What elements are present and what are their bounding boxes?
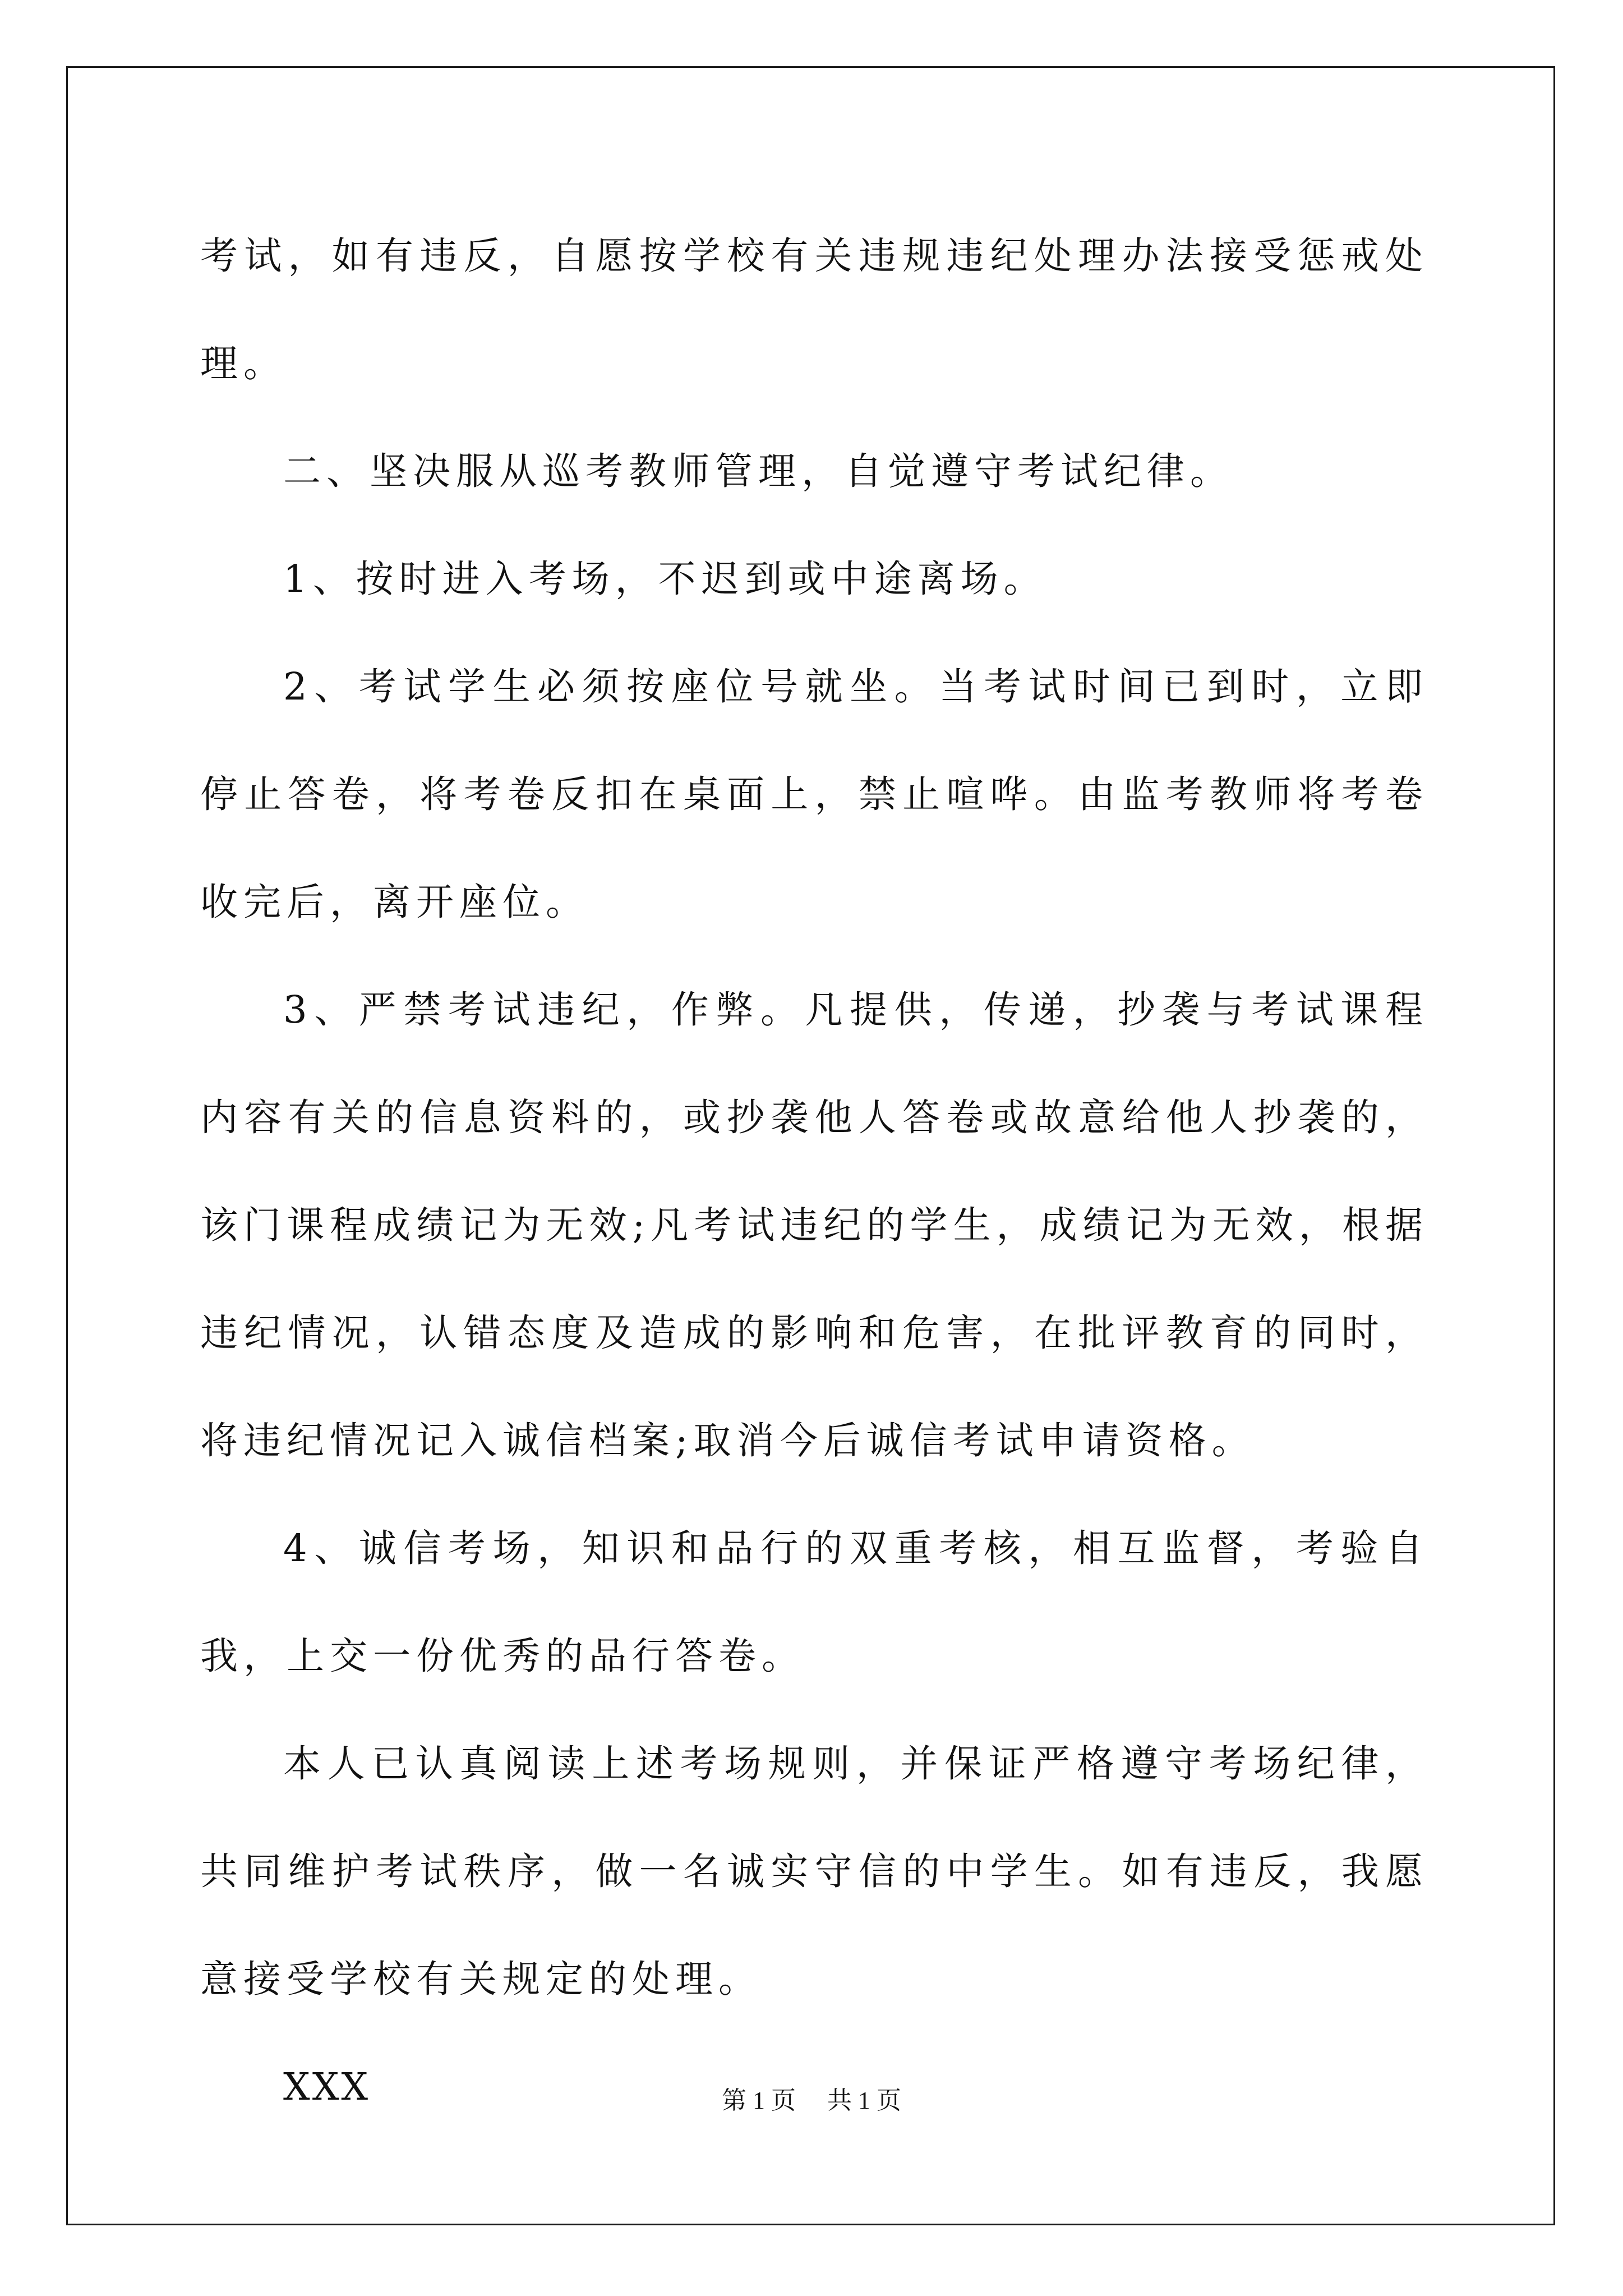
page-total: 共 1 页 xyxy=(827,2087,901,2114)
signature-name: XXX xyxy=(283,2065,371,2109)
paragraph-section-two-heading: 二、坚决服从巡考教师管理，自觉遵守考试纪律。 xyxy=(283,449,1233,493)
paragraph-intro-continued: 考试，如有违反，自愿按学校有关违规违纪处理办法接受惩戒处理。 xyxy=(200,234,1428,385)
paragraph-rule-2: 2、考试学生必须按座位号就坐。当考试时间已到时，立即停止答卷，将考卷反扣在桌面上，禁止喧哗。由监考教师将考卷收完后，离开座位。 xyxy=(200,665,1428,924)
page-number: 第 1 页 xyxy=(722,2087,796,2114)
paragraph-rule-3: 3、严禁考试违纪，作弊。凡提供，传递，抄袭与考试课程内容有关的信息资料的，或抄袭他人答卷或故意给他人抄袭的，该门课程成绩记为无效;凡考试违纪的学生，成绩记为无效，根据违纪情况，认错态度及造成的影响和危害，在批评教育的同时，将违纪情况记入诚信档案;取消今后诚信考试申请资格。 xyxy=(200,988,1428,1462)
document-body xyxy=(200,202,1428,2141)
paragraph-rule-4: 4、诚信考场，知识和品行的双重考核，相互监督，考验自我，上交一份优秀的品行答卷。 xyxy=(200,1526,1428,1678)
paragraph-rule-1: 1、按时进入考场，不迟到或中途离场。 xyxy=(283,557,1047,601)
paragraph-pledge: 本人已认真阅读上述考场规则，并保证严格遵守考场纪律，共同维护考试秩序，做一名诚实守信的中学生。如有违反，我愿意接受学校有关规定的处理。 xyxy=(200,1742,1428,2001)
page-footer xyxy=(0,2084,1623,2118)
